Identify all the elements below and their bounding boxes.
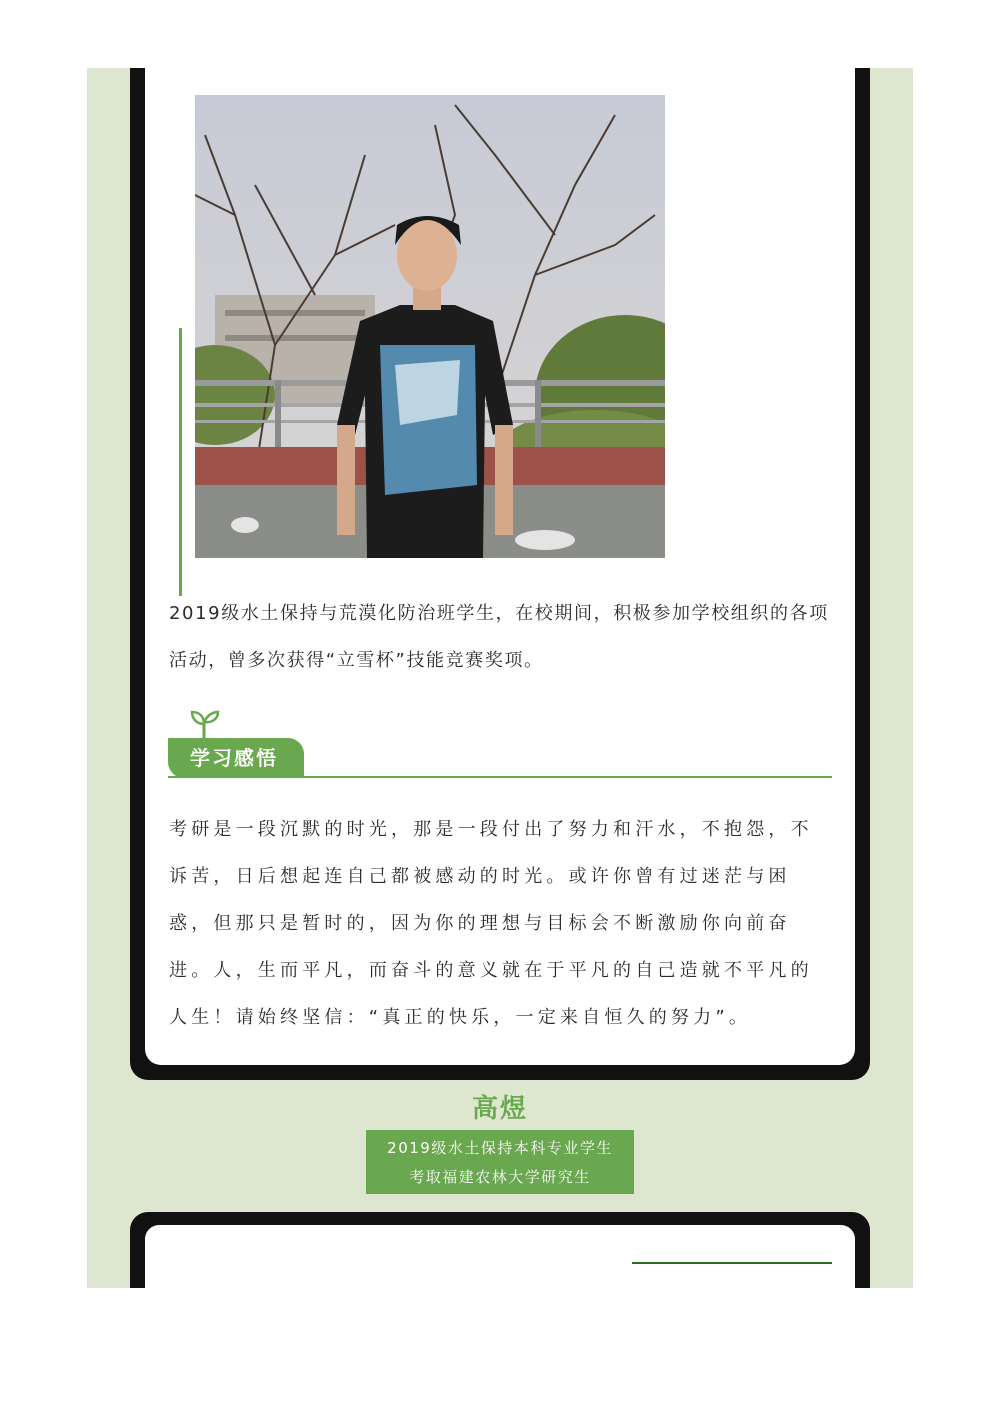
sprout-icon xyxy=(188,709,220,739)
next-student-admission: 考取福建农林大学研究生 xyxy=(409,1168,591,1186)
student-photo xyxy=(195,95,665,558)
accent-vertical-line xyxy=(179,328,182,596)
section-body-text: 考研是一段沉默的时光，那是一段付出了努力和汗水，不抱怨，不诉苦，日后想起连自己都被感动的时光。或许你曾有过迷茫与困惑，但那只是暂时的，因为你的理想与目标会不断激励你向前奋进。人，生而平凡，而奋斗的意义就在于平凡的自己造就不平凡的人生！请始终坚信：“真正的快乐，一定来自恒久的努力”。 xyxy=(169,819,813,1028)
next-card xyxy=(145,1225,855,1288)
next-student-major: 2019级水土保持本科专业学生 xyxy=(387,1139,613,1157)
next-student-name: 高煜 xyxy=(471,1094,528,1124)
next-card-divider xyxy=(632,1262,832,1264)
section-divider xyxy=(168,776,832,778)
next-student-info-box xyxy=(366,1130,634,1194)
section-title-tab: 学习感悟 xyxy=(168,738,304,778)
student-intro-text: 2019级水土保持与荒漠化防治班学生，在校期间，积极参加学校组织的各项活动，曾多次获得“立雪杯”技能竞赛奖项。 xyxy=(169,603,829,671)
